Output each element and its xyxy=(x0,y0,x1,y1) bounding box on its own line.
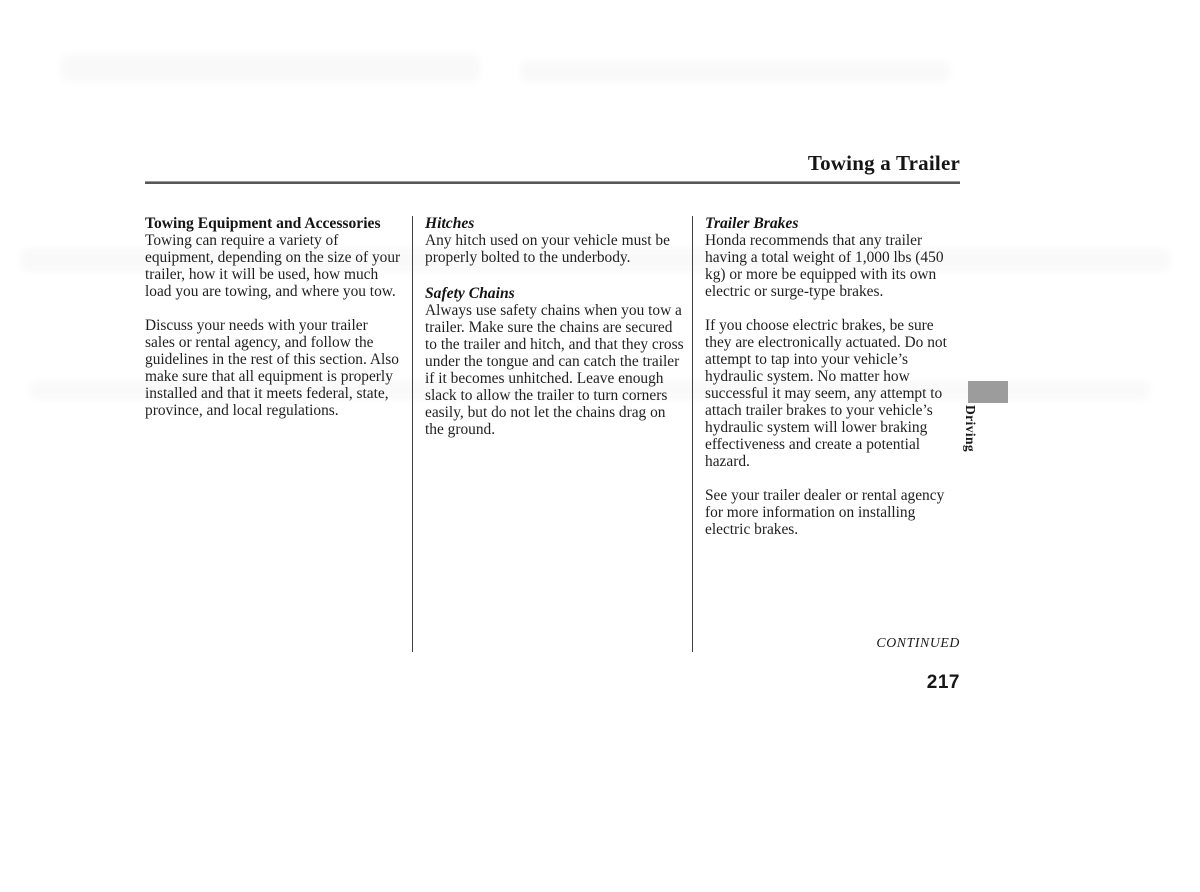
content-column-towing-equipment xyxy=(145,215,401,419)
page-number: 217 xyxy=(926,672,960,693)
content-column-trailer-brakes xyxy=(705,215,963,538)
section-hitches xyxy=(425,215,685,266)
paragraph: If you choose electric brakes, be sure they are electronically actuated. Do not attempt to tap into your vehicle’s hydraulic system. No matter how successful it may seem, any attempt to attach trailer brakes to your vehicle’s hydraulic system will lower braking effectiveness and create a potential hazard. xyxy=(705,317,947,470)
section-heading: Trailer Brakes xyxy=(705,215,799,232)
continued-label: CONTINUED xyxy=(876,635,960,650)
paragraph: Any hitch used on your vehicle must be properly bolted to the underbody. xyxy=(425,232,670,266)
paragraph: Always use safety chains when you tow a trailer. Make sure the chains are secured to the trailer and hitch, and that they cross under the tongue and can catch the trailer if it becomes unhitched. Leave enough slack to allow the trailer to turn corners easily, but do not let the chains drag on the ground. xyxy=(425,302,684,438)
section-trailer-brakes xyxy=(705,215,963,538)
chapter-tab-marker xyxy=(968,381,1008,403)
scan-artifact xyxy=(520,60,950,82)
paragraph: Discuss your needs with your trailer sales or rental agency, and follow the guidelines in the rest of this section. Also make sure that all equipment is properly installed and that it meets federal, state, province, and local regulations. xyxy=(145,317,399,419)
scan-artifact xyxy=(60,55,480,81)
page-title: Towing a Trailer xyxy=(807,151,960,175)
content-column-hitches-safety-chains xyxy=(425,215,685,438)
paragraph: Towing can require a variety of equipment, depending on the size of your trailer, how it will be used, how much load you are towing, and where you tow. xyxy=(145,232,401,300)
section-heading: Safety Chains xyxy=(425,285,515,302)
section-heading: Hitches xyxy=(425,215,475,232)
column-divider xyxy=(692,216,693,652)
title-rule xyxy=(145,181,960,184)
section-towing-equipment xyxy=(145,215,401,419)
section-heading: Towing Equipment and Accessories xyxy=(145,215,381,232)
chapter-tab-label: Driving xyxy=(963,405,978,453)
paragraph: See your trailer dealer or rental agency for more information on installing electric brakes. xyxy=(705,487,945,538)
paragraph: Honda recommends that any trailer having a total weight of 1,000 lbs (450 kg) or more be equipped with its own electric or surge-type brakes. xyxy=(705,232,944,300)
section-safety-chains xyxy=(425,285,685,438)
column-divider xyxy=(412,216,413,652)
